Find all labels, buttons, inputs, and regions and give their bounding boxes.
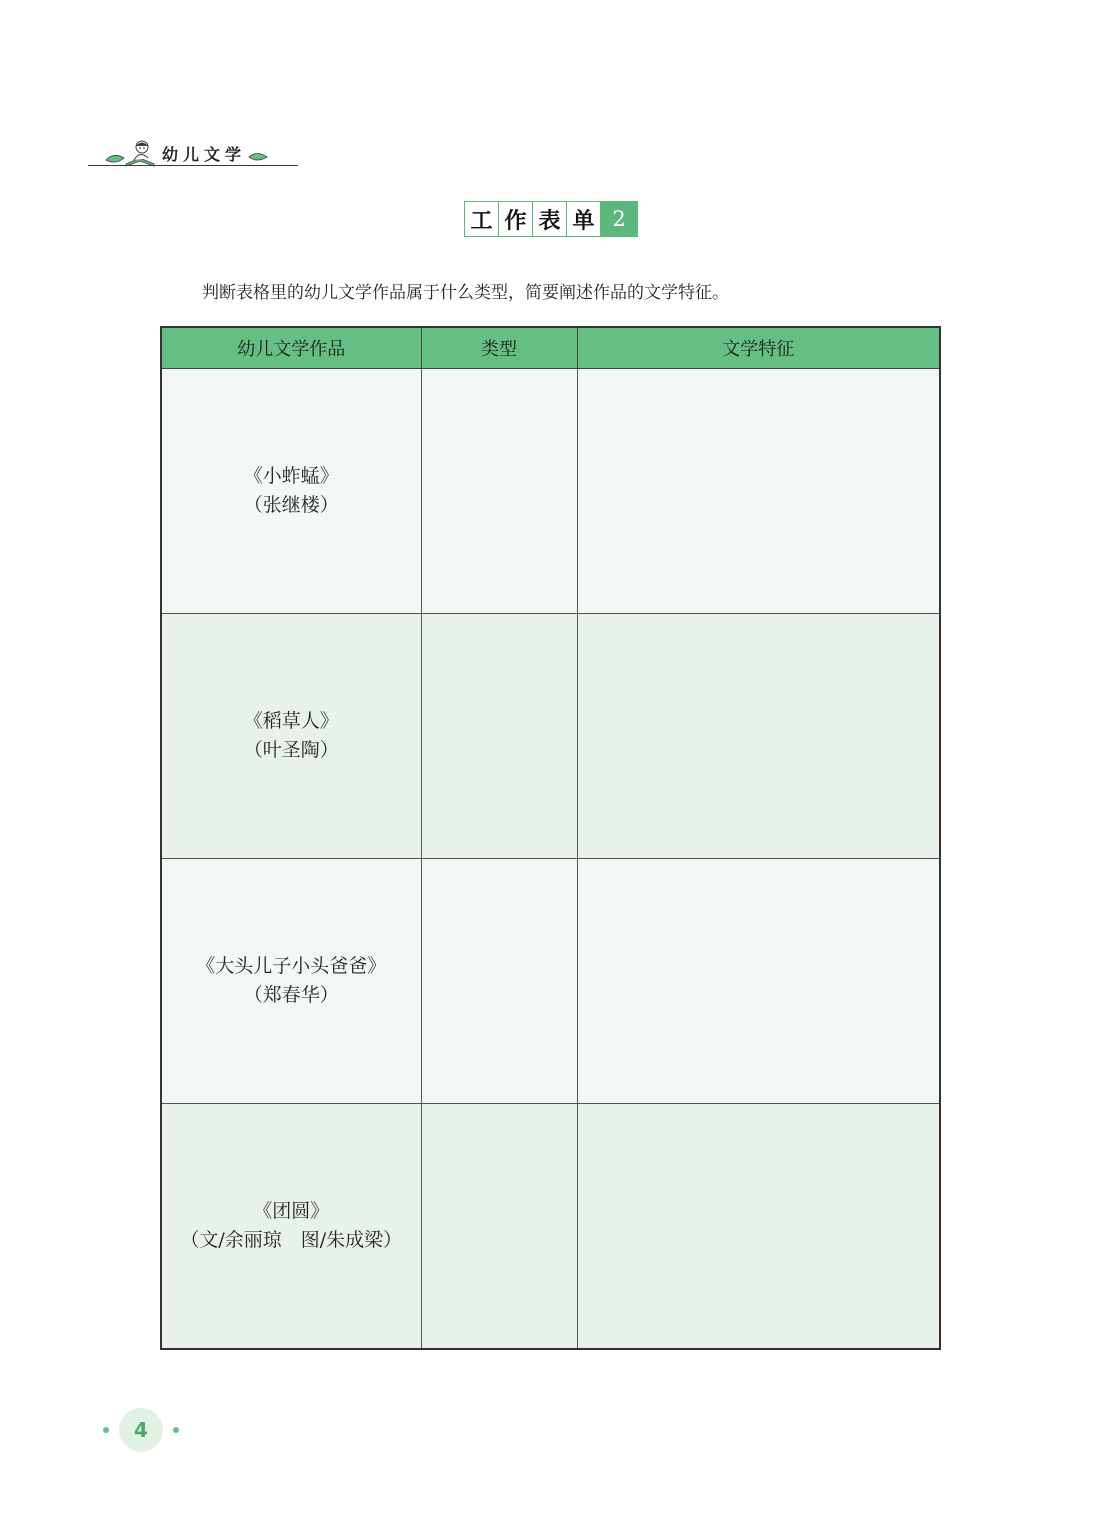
table-header-row bbox=[161, 327, 940, 369]
work-author: （叶圣陶） bbox=[243, 739, 339, 761]
features-answer-cell[interactable] bbox=[577, 859, 940, 1104]
instruction-text: 判断表格里的幼儿文学作品属于什么类型，简要阐述作品的文学特征。 bbox=[202, 283, 729, 303]
work-title: 《稻草人》 bbox=[243, 710, 339, 732]
worksheet-title-char: 工 bbox=[465, 202, 499, 236]
worksheet-number: 2 bbox=[601, 202, 637, 236]
column-header-type: 类型 bbox=[421, 327, 577, 369]
type-answer-cell[interactable] bbox=[421, 614, 577, 859]
table-row bbox=[161, 1104, 940, 1350]
features-answer-cell[interactable] bbox=[577, 369, 940, 614]
table-row bbox=[161, 614, 940, 859]
worksheet-title bbox=[464, 201, 638, 237]
worksheet-title-char: 作 bbox=[499, 202, 533, 236]
page-number: 4 bbox=[119, 1408, 163, 1452]
decorative-dot-icon bbox=[173, 1427, 179, 1433]
type-answer-cell[interactable] bbox=[421, 1104, 577, 1350]
decorative-dot-icon bbox=[103, 1427, 109, 1433]
work-author: （文/余丽琼 图/朱成梁） bbox=[180, 1229, 403, 1251]
work-title: 《团圆》 bbox=[253, 1200, 330, 1222]
book-header bbox=[88, 138, 298, 168]
work-cell bbox=[161, 614, 421, 859]
features-answer-cell[interactable] bbox=[577, 1104, 940, 1350]
work-title: 《小蚱蜢》 bbox=[243, 465, 339, 487]
worksheet-title-char: 表 bbox=[533, 202, 567, 236]
work-cell bbox=[161, 369, 421, 614]
work-title: 《大头儿子小头爸爸》 bbox=[196, 955, 387, 977]
child-reading-mascot-icon bbox=[104, 138, 162, 168]
table-row bbox=[161, 859, 940, 1104]
type-answer-cell[interactable] bbox=[421, 369, 577, 614]
work-author: （张继楼） bbox=[243, 494, 339, 516]
book-title: 幼儿文学 bbox=[162, 145, 247, 164]
table-row bbox=[161, 369, 940, 614]
leaf-icon bbox=[248, 151, 268, 163]
header-rule bbox=[88, 165, 298, 166]
type-answer-cell[interactable] bbox=[421, 859, 577, 1104]
page-number-badge bbox=[103, 1408, 183, 1452]
worksheet-table bbox=[160, 326, 941, 1350]
column-header-features: 文学特征 bbox=[577, 327, 940, 369]
work-cell bbox=[161, 859, 421, 1104]
column-header-work: 幼儿文学作品 bbox=[161, 327, 421, 369]
features-answer-cell[interactable] bbox=[577, 614, 940, 859]
work-cell bbox=[161, 1104, 421, 1350]
worksheet-title-char: 单 bbox=[567, 202, 601, 236]
work-author: （郑春华） bbox=[243, 984, 339, 1006]
